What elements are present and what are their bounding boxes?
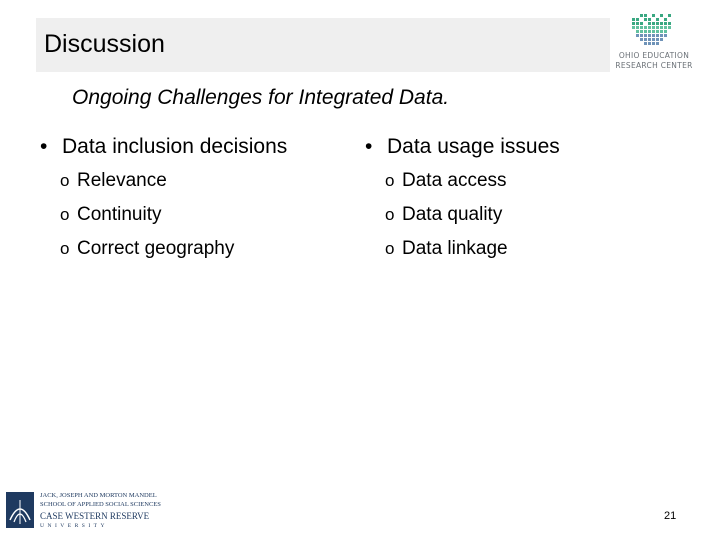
list-item: o Data access: [365, 164, 560, 198]
sub-bullet-icon: o: [60, 205, 70, 224]
cwru-logo-line3: CASE WESTERN RESERVE: [40, 511, 150, 521]
slide-title: Discussion: [44, 30, 165, 58]
cwru-logo-line1: JACK, JOSEPH AND MORTON MANDEL: [40, 492, 157, 499]
list-item: o Continuity: [40, 198, 287, 232]
university-crest-icon: [6, 492, 34, 528]
ohio-logo-line1: OHIO EDUCATION: [618, 51, 690, 60]
right-bullet: [365, 130, 560, 164]
sub-bullet-icon: o: [385, 171, 395, 190]
ohio-logo-line2: RESEARCH CENTER: [615, 61, 693, 70]
ohio-education-research-center-logo: [612, 14, 696, 76]
list-item: o Relevance: [40, 164, 287, 198]
left-column: [40, 130, 287, 266]
list-item: o Correct geography: [40, 232, 287, 266]
sub-bullet-icon: o: [385, 205, 395, 224]
bullet-icon: •: [40, 135, 48, 158]
left-bullet-text: Data inclusion decisions: [62, 135, 288, 158]
list-item: o Data linkage: [365, 232, 560, 266]
slide-subtitle: Ongoing Challenges for Integrated Data.: [72, 86, 450, 109]
cwru-logo-line4: UNIVERSITY: [40, 523, 108, 529]
cwru-logo-line2: SCHOOL OF APPLIED SOCIAL SCIENCES: [40, 501, 161, 508]
right-bullet-text: Data usage issues: [387, 135, 560, 158]
right-column: [365, 130, 560, 266]
ohio-grid-icon: [632, 14, 676, 48]
left-bullet: [40, 130, 287, 164]
sub-bullet-icon: o: [385, 239, 395, 258]
title-bar: [36, 18, 610, 72]
sub-bullet-icon: o: [60, 239, 70, 258]
bullet-icon: •: [365, 135, 373, 158]
sub-bullet-icon: o: [60, 171, 70, 190]
page-number: 21: [664, 510, 677, 522]
cwru-mandel-school-logo: [6, 490, 176, 534]
list-item: o Data quality: [365, 198, 560, 232]
